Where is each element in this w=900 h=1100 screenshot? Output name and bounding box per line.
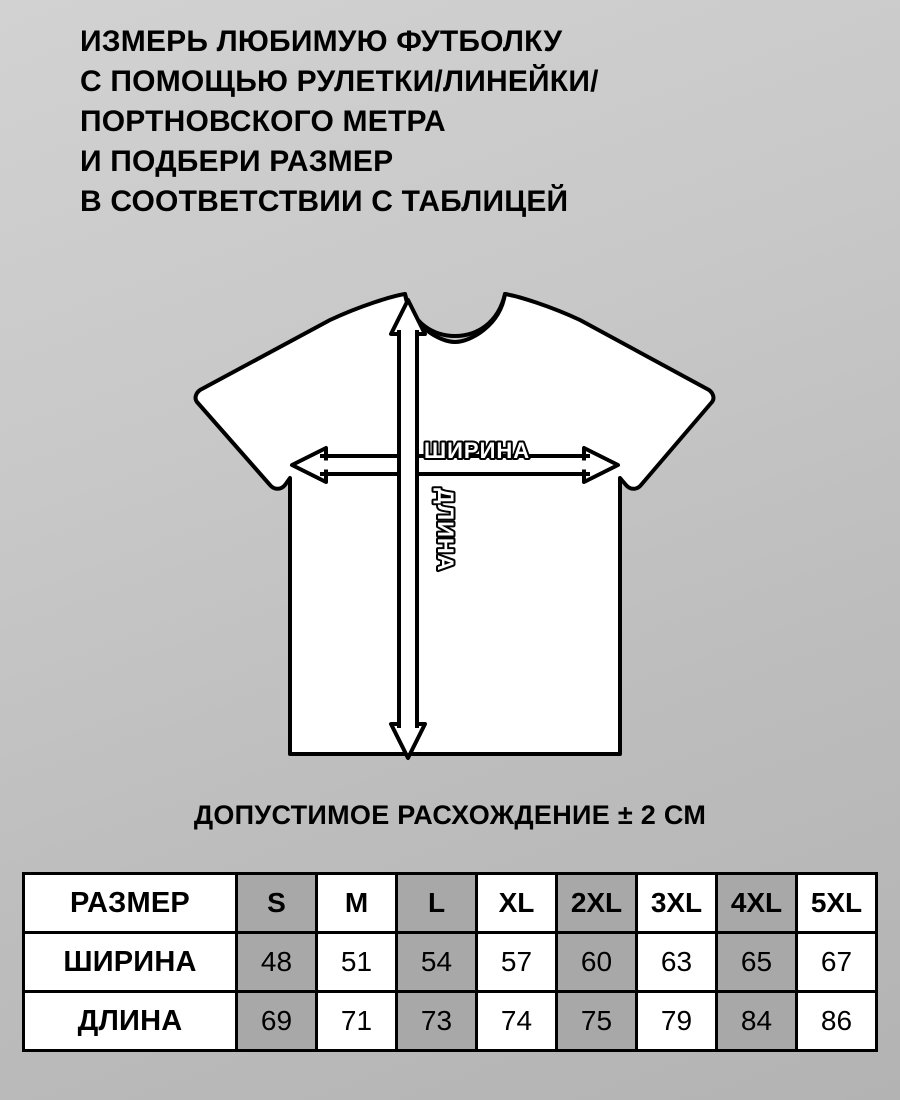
table-row (24, 933, 877, 992)
width-label: ШИРИНА (424, 438, 531, 463)
cell-size-m: M (317, 874, 397, 933)
size-table-container (22, 872, 878, 1052)
cell-size-2xl: 2XL (557, 874, 637, 933)
cell-length-m: 71 (317, 992, 397, 1051)
cell-width-5xl: 67 (797, 933, 877, 992)
headline-line-2: С ПОМОЩЬЮ РУЛЕТКИ/ЛИНЕЙКИ/ (80, 64, 599, 98)
cell-width-l: 54 (397, 933, 477, 992)
cell-length-5xl: 86 (797, 992, 877, 1051)
cell-size-xl: XL (477, 874, 557, 933)
headline-line-1: ИЗМЕРЬ ЛЮБИМУЮ ФУТБОЛКУ (80, 25, 563, 58)
cell-length-xl: 74 (477, 992, 557, 1051)
cell-length-3xl: 79 (637, 992, 717, 1051)
cell-width-2xl: 60 (557, 933, 637, 992)
cell-size-3xl: 3XL (637, 874, 717, 933)
cell-size-l: L (397, 874, 477, 933)
cell-length-4xl: 84 (717, 992, 797, 1051)
cell-width-m: 51 (317, 933, 397, 992)
cell-width-3xl: 63 (637, 933, 717, 992)
cell-length-l: 73 (397, 992, 477, 1051)
headline-line-3: ПОРТНОВСКОГО МЕТРА (80, 104, 446, 138)
length-label: ДЛИНА (433, 488, 458, 572)
cell-size-s: S (237, 874, 317, 933)
row-header-width: ШИРИНА (24, 933, 237, 992)
cell-length-s: 69 (237, 992, 317, 1051)
cell-width-s: 48 (237, 933, 317, 992)
cell-width-4xl: 65 (717, 933, 797, 992)
row-header-size: РАЗМЕР (24, 874, 237, 933)
size-table (22, 872, 878, 1052)
headline-block (80, 22, 840, 221)
cell-size-5xl: 5XL (797, 874, 877, 933)
tolerance-note: ДОПУСТИМОЕ РАСХОЖДЕНИЕ ± 2 СМ (193, 800, 707, 830)
cell-length-2xl: 75 (557, 992, 637, 1051)
row-header-length: ДЛИНА (24, 992, 237, 1051)
cell-width-xl: 57 (477, 933, 557, 992)
tshirt-diagram (0, 280, 900, 780)
headline-line-5: В СООТВЕТСТВИИ С ТАБЛИЦЕЙ (80, 184, 569, 218)
table-row (24, 992, 877, 1051)
cell-size-4xl: 4XL (717, 874, 797, 933)
headline-line-4: И ПОДБЕРИ РАЗМЕР (80, 144, 394, 178)
table-row (24, 874, 877, 933)
